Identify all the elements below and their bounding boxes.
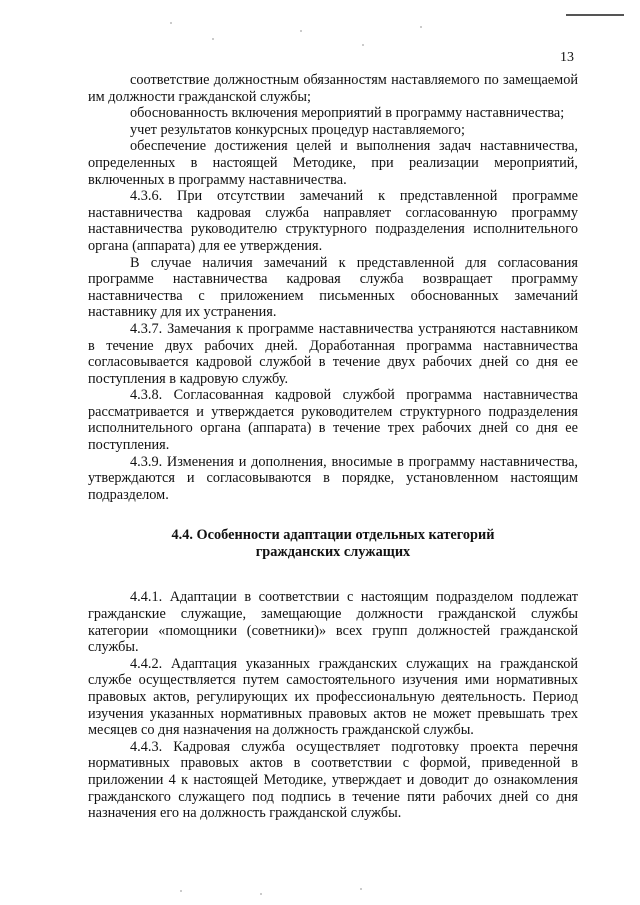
scan-speckle bbox=[420, 26, 422, 28]
criteria-item: учет результатов конкурсных процедур наставляемого; bbox=[130, 121, 465, 138]
section-heading-4-4 bbox=[88, 527, 578, 561]
clause-4-4-1: 4.4.1. Адаптации в соответствии с настоящим подразделом подлежат гражданские служащие, замещающие должности гражданской службы категории «помощники (советники)» всех групп должностей гражданской службы. bbox=[88, 589, 578, 656]
clause-4-3-9: 4.3.9. Изменения и дополнения, вносимые в программу наставничества, утверждаются и согласовываются в порядке, установленном настоящим подразделом. bbox=[88, 453, 578, 503]
clause-4-3-6-remarks: В случае наличия замечаний к представленной для согласования программе наставничества кадровая служба возвращает программу наставничества с приложением письменных обоснованных замечаний наставнику для их устранения. bbox=[88, 254, 578, 321]
scan-speckle bbox=[260, 893, 262, 895]
document-body bbox=[88, 72, 578, 822]
scan-speckle bbox=[180, 890, 182, 892]
scan-artifact-line bbox=[566, 14, 624, 16]
criteria-item: обеспечение достижения целей и выполнения задач наставничества, определенных в настоящей Методике, при реализации мероприятий, включенных в программу наставничества. bbox=[88, 138, 578, 188]
scan-speckle bbox=[212, 38, 214, 40]
criteria-item: обоснованность включения мероприятий в программу наставничества; bbox=[130, 105, 565, 122]
scan-speckle bbox=[300, 30, 302, 32]
clause-4-3-8: 4.3.8. Согласованная кадровой службой программа наставничества рассматривается и утверждается руководителем структурного подразделения исполнительного органа (аппарата) в течение трех рабочих дней со дня ее поступления. bbox=[88, 387, 578, 454]
scan-speckle bbox=[360, 888, 362, 890]
scan-speckle bbox=[362, 44, 364, 46]
scan-speckle bbox=[170, 22, 172, 24]
clause-4-3-7: 4.3.7. Замечания к программе наставничества устраняются наставником в течение двух рабочих дней. Доработанная программа наставничества согласовывается кадровой службой в течение двух рабочих дней со дня ее поступления в кадровую службу. bbox=[88, 320, 578, 387]
page-number: 13 bbox=[560, 50, 574, 65]
criteria-item: соответствие должностным обязанностям наставляемого по замещаемой им должности гражданской службы; bbox=[88, 72, 578, 105]
section-heading-line: 4.4. Особенности адаптации отдельных категорий bbox=[171, 527, 495, 544]
clause-4-3-6: 4.3.6. При отсутствии замечаний к представленной программе наставничества кадровая служба направляет согласованную программу наставничества руководителю структурного подразделения исполнительного органа (аппарата) для ее утверждения. bbox=[88, 188, 578, 254]
section-heading-line: гражданских служащих bbox=[255, 544, 411, 561]
clause-4-4-3: 4.4.3. Кадровая служба осуществляет подготовку проекта перечня нормативных правовых актов в соответствии с формой, приведенной в приложении 4 к настоящей Методике, утверждает и доводит до ознакомления гражданского служащего под подпись в течение пяти рабочих дней со дня назначения его на должность гражданской службы. bbox=[88, 738, 578, 822]
clause-4-4-2: 4.4.2. Адаптация указанных гражданских служащих на гражданской службе осуществляется путем самостоятельного изучения ими нормативных правовых актов, регулирующих их профессиональную деятельность. Период изучения указанных нормативных правовых актов не может превышать трех месяцев со дня назначения на должность гражданской службы. bbox=[88, 655, 578, 739]
